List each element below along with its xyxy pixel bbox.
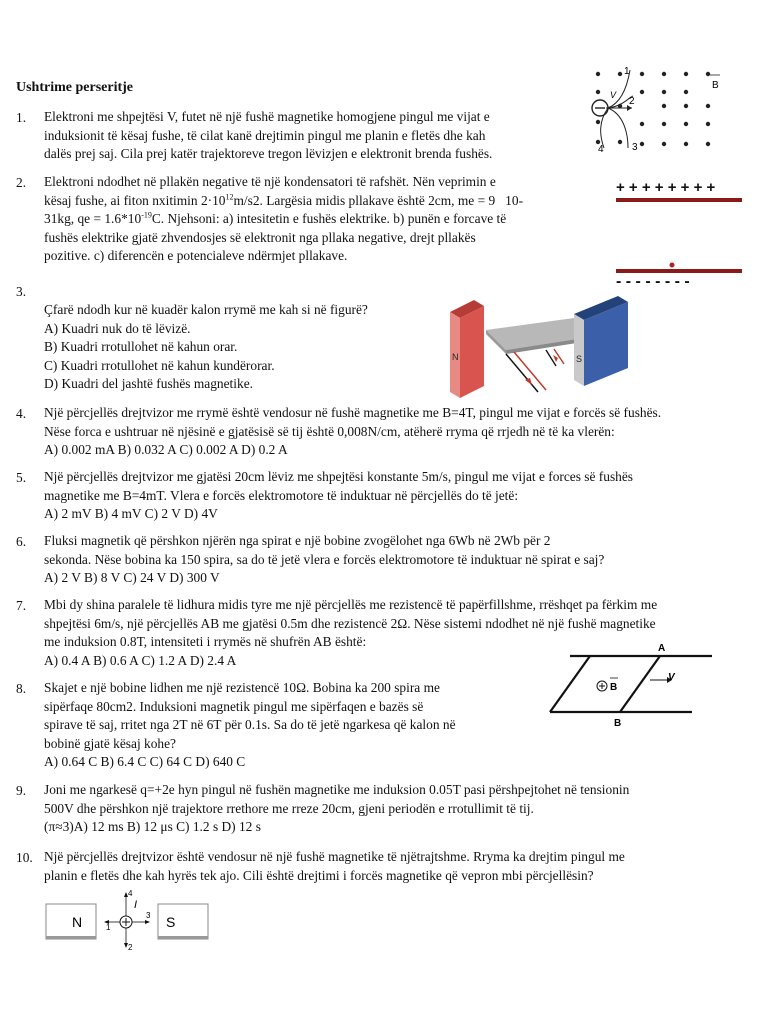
velocity-label: V <box>610 90 617 100</box>
text-line: planin e fletës dhe kah hyrës tek ajo. Cili është drejtimi i forcës magnetike që vepron mbi përcjellësin? <box>44 867 594 883</box>
fixed-conductor <box>550 656 590 712</box>
text-line: Një përcjellës drejtvizor me rrymë është vendosur në fushë magnetike me B=4T, pingul me vijat e forcës së fushës. <box>44 405 662 420</box>
direction-label: 3 <box>146 911 151 920</box>
question-2-text <box>44 173 523 266</box>
text-line: sekonda. Nëse bobina ka 150 spira, sa do të jetë vlera e forcës elektromotore të induktuar në spirat e saj? <box>44 551 605 567</box>
answer-options: A) 2 V B) 8 V C) 24 V D) 300 V <box>44 570 220 586</box>
text-line: Elektroni ndodhet në pllakën negative të një kondensatori të rafshët. Nën veprimin e <box>44 174 496 189</box>
velocity-label: V <box>668 672 675 683</box>
answer-options: A) 2 mV B) 4 mV C) 2 V D) 4V <box>44 506 218 522</box>
south-pole-label: S <box>166 914 176 930</box>
text-fragment: 31kg, qe = 1.6*10 <box>44 211 142 227</box>
question-number: 8. <box>16 681 27 696</box>
text-line: induksionit të kësaj fushe, të cilat kanë drejtimin pingul me planin e fletës dhe kah <box>44 127 486 143</box>
field-label: B <box>610 682 618 693</box>
south-label: S <box>576 354 583 364</box>
question-number: 9. <box>16 783 27 798</box>
option-c: C) Kuadri rrotullohet në kahun kundërorar. <box>44 357 275 373</box>
question-3-text <box>44 301 368 394</box>
question-8-text <box>44 679 456 772</box>
text-line <box>44 210 523 229</box>
direction-label: 2 <box>128 943 133 952</box>
text-fragment: kësaj fushe, ai fiton nxitimin 2·10 <box>44 192 226 208</box>
field-label: B <box>712 80 719 91</box>
trajectory-label: 3 <box>632 142 638 153</box>
answer-options: A) 0.4 A B) 0.6 A C) 1.2 A D) 2.4 A <box>44 652 237 668</box>
exponent: 12 <box>225 192 234 202</box>
page-heading: Ushtrime perseritje <box>16 80 134 95</box>
text-line: 500V dhe përshkon një trajektore rrethore me rreze 20cm, gjeni periodën e rrotullimit të tij. <box>44 800 534 816</box>
trajectory-label: 1 <box>624 66 630 77</box>
figure-7-rails <box>546 640 716 730</box>
answer-options: (π≈3)A) 12 ms B) 12 μs C) 1.2 s D) 12 s <box>44 819 261 835</box>
figure-10-conductor-poles <box>44 886 212 952</box>
text-line: Nëse forca e ushtruar në njësinë e gjatësisë së tij është 0,008N/cm, atëherë rryma që rrjedh në të ka vlerën: <box>44 423 615 439</box>
question-1-text <box>44 108 492 164</box>
current-label: I <box>134 899 138 911</box>
option-a: A) Kuadri nuk do të lëvizë. <box>44 320 191 336</box>
text-fragment: 10- <box>505 192 524 208</box>
option-d: D) Kuadri del jashtë fushës magnetike. <box>44 376 253 392</box>
trajectory-label: 4 <box>598 144 604 155</box>
negative-charges: - - - - - - - - <box>616 273 690 288</box>
question-10-text <box>44 848 625 885</box>
answer-options: A) 0.002 mA B) 0.032 A C) 0.002 A D) 0.2 A <box>44 442 288 458</box>
figure-2-capacitor <box>612 176 747 288</box>
text-line: magnetike me B=4mT. Vlera e forcës elektromotore të induktuar në përcjellës do të jetë: <box>44 487 519 503</box>
text-line: sipërfaqe 80cm2. Induksioni magnetik pingul me sipërfaqen e bazës së <box>44 698 424 714</box>
text-fragment: m/s2. Largësia midis pllakave është 2cm, me = 9 <box>233 192 496 208</box>
electron-dot <box>670 263 675 268</box>
question-number: 4. <box>16 406 27 421</box>
text-line: Çfarë ndodh kur në kuadër kalon rrymë me kah si në figurë? <box>44 302 368 317</box>
question-5-text <box>44 468 633 524</box>
question-number: 7. <box>16 598 27 613</box>
point-b-label: B <box>614 718 622 729</box>
figure-3-loop-magnets <box>446 292 636 404</box>
text-line <box>44 192 523 211</box>
question-9-text <box>44 781 629 837</box>
text-line: Skajet e një bobine lidhen me një rezistencë 10Ω. Bobina ka 200 spira me <box>44 680 440 695</box>
text-line: Fluksi magnetik që përshkon njërën nga spirat e një bobine zvogëlohet nga 6Wb në 2Wb për 2 <box>44 533 551 548</box>
option-b: B) Kuadri rrotullohet në kahun orar. <box>44 339 238 355</box>
positive-charges: + + + + + + + + <box>616 179 716 196</box>
text-line: fushës elektrike gjatë zhvendosjes së elektronit nga pllaka negative, drejt pllakës <box>44 229 476 245</box>
question-4-text <box>44 404 661 460</box>
text-line: dalës prej saj. Cila prej katër trajektoreve tregon lëvizjen e elektronit brenda fushës. <box>44 146 493 162</box>
text-line: Një përcjellës drejtvizor është vendosur në një fushë magnetike të njëtrajtshme. Rryma ka drejtim pingul me <box>44 849 625 864</box>
question-6-text <box>44 532 604 588</box>
text-line: me induksion 0.8T, intensiteti i rrymës në shufrën AB është: <box>44 634 367 650</box>
direction-label: 1 <box>106 923 111 932</box>
question-number: 2. <box>16 175 27 190</box>
figure-1-trajectories <box>588 62 738 162</box>
answer-options: A) 0.64 C B) 6.4 C C) 64 C D) 640 C <box>44 754 246 770</box>
north-label: N <box>452 352 459 362</box>
text-fragment: C. Njehsoni: a) intesitetin e fushës elektrike. b) punën e forcave të <box>151 211 507 227</box>
text-line: shpejtësi 6m/s, një përcjellës AB me gjatësi 0.5m dhe rezistencë 2Ω. Nëse sistemi ndodhet në një fushë magnetike <box>44 615 656 631</box>
exponent: -19 <box>141 210 152 220</box>
question-number: 1. <box>16 110 27 125</box>
text-line: Një përcjellës drejtvizor me gjatësi 20cm lëviz me shpejtësi konstante 5m/s, pingul me vijat e forces së fushës <box>44 469 634 484</box>
question-number: 3. <box>16 284 27 299</box>
question-number: 6. <box>16 534 27 549</box>
direction-label: 4 <box>128 889 133 898</box>
text-line: Mbi dy shina paralele të lidhura midis tyre me një përcjellës me rezistencë të papërfillshme, rrëshqet pa fërkim me <box>44 597 658 612</box>
north-pole-label: N <box>72 914 83 930</box>
question-number: 5. <box>16 470 27 485</box>
text-line: pozitive. c) diferencën e potencialeve ndërmjet pllakave. <box>44 248 348 264</box>
text-line: Joni me ngarkesë q=+2e hyn pingul në fushën magnetike me induksion 0.05T pasi përshpejtohet në tensionin <box>44 782 630 797</box>
text-line: Elektroni me shpejtësi V, futet në një fushë magnetike homogjene pingul me vijat e <box>44 109 490 124</box>
question-number: 10. <box>16 850 33 865</box>
sliding-conductor-ab <box>620 656 660 712</box>
point-a-label: A <box>658 643 666 654</box>
text-line: bobinë gjatë kësaj kohe? <box>44 735 176 751</box>
positive-plate <box>616 198 742 202</box>
text-line: spirave të saj, rritet nga 2T në 6T për 0.1s. Sa do të jetë ngarkesa që kalon në <box>44 717 456 733</box>
trajectory-label: 2 <box>629 96 635 107</box>
north-pole <box>46 904 96 939</box>
